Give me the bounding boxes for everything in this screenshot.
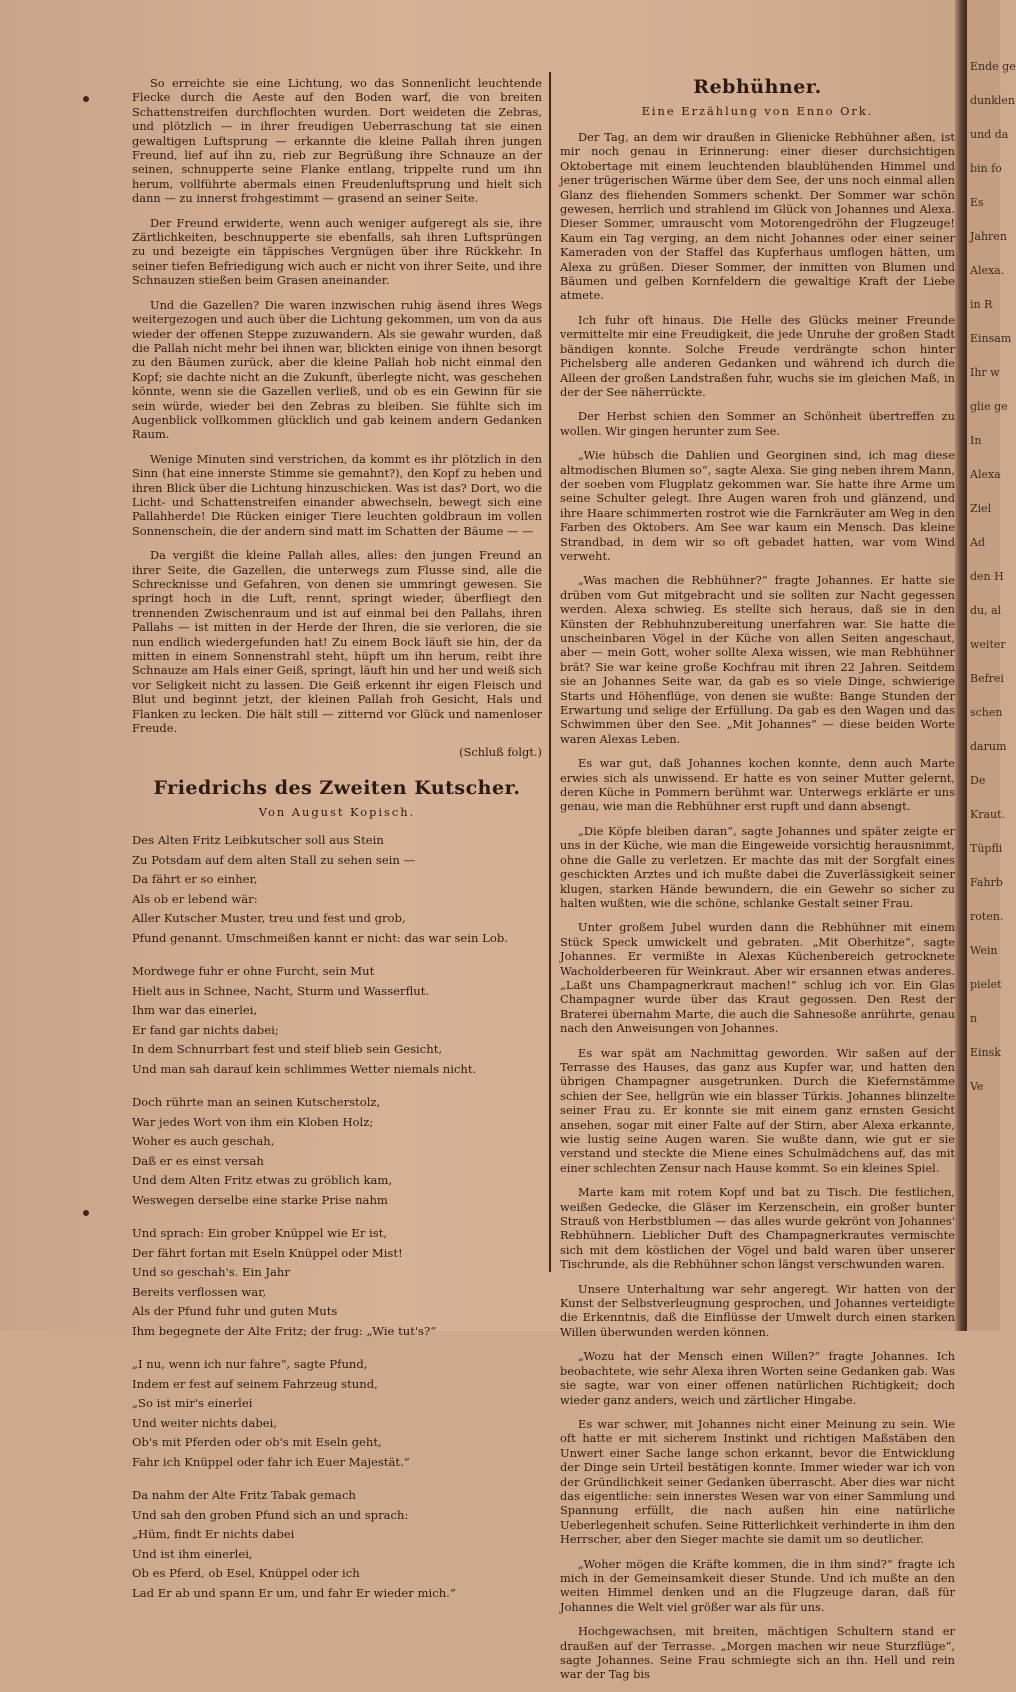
- poem-line: Da nahm der Alte Fritz Tabak gemach: [132, 1488, 356, 1503]
- paragraph: Da vergißt die kleine Pallah alles, alles: den jungen Freund an ihrer Seite, die Gazellen, die unterwegs zum Flusse sind, alle die Schrecknisse und Gefahren, von denen sie ummringt gewesen. Sie springt hoch in die Luft, rennt, springt wieder, überfliegt den trennenden Zwischenraum und ist auf einmal bei den Pallahs, ihren Pallahs — ist mitten in der Herde der Ihren, die sie verloren, die sie nun endlich wiedergefunden hat! Zu einem Bock läuft sie hin, der da mitten in einem Sonnenstrahl steht, hüpft um ihn herum, reibt ihre Schnauze am Hals einer Geiß, springt, läuft hin und her und weiß sich vor Seligkeit nicht zu lassen. Die Geiß erkennt ihr eigen Fleisch und Blut und beginnt jetzt, der kleinen Pallah froh Gesicht, Hals und Flanken zu lecken. Die hält still — zitternd vor Glück und namenloser Freude.: [132, 548, 542, 736]
- adjacent-page-fragment: Alexa: [970, 468, 1001, 481]
- poem-stanza: [132, 1224, 542, 1341]
- adjacent-page-fragment: Kraut.: [970, 808, 1006, 821]
- poem-line: „So ist mir's einerlei: [132, 1396, 253, 1411]
- story-title: Rebhühner.: [693, 76, 822, 98]
- paragraph: Ich fuhr oft hinaus. Die Helle des Glücks meiner Freunde vermittelte mir eine Freudigkeit, die jede Unruhe der großen Stadt bändigen konnte. Solche Freude verdrängte schon hinter Pichelsberg alle anderen Gedanken und während ich durch die Alleen der großen Landstraßen fuhr, wuchs sie im gleichen Maß, in der der See näherrückte.: [560, 312, 955, 399]
- paragraph: Und die Gazellen? Die waren inzwischen ruhig äsend ihres Wegs weitergezogen und auch über die Lichtung gekommen, um von da aus wieder der offenen Steppe zuzuwandern. Als sie gewahr wurden, daß die Pallah nicht mehr bei ihnen war, blickten einige von ihnen besorgt zu den Bäumen zurück, aber die kleine Pallah hob nicht einmal den Kopf; sie dachte nicht an die Zukunft, überlegte nicht, was geschehen könnte, wenn sie die Gazellen verließ, und ob es ein Gewinn für sie sein würde, wieder bei den Zebras zu bleiben. Sie fühlte sich im Augenblick vollkommen glücklich und gab keinem andern Gedanken Raum.: [132, 297, 542, 442]
- paragraph: „Die Köpfe bleiben daran“, sagte Johannes und später zeigte er uns in der Küche, wie man die Eingeweide vorsichtig herausnimmt, ohne die Galle zu verletzen. Er machte das mit der Sorgfalt eines geschickten Arztes und ich mußte dabei die Zuverlässigkeit seiner klugen, starken Hände bewundern, die ein Gewehr so sicher zu halten wußten, wie die schöne, schlanke Gestalt seiner Frau.: [560, 823, 955, 910]
- poem-line: „Hüm, findt Er nichts dabei: [132, 1527, 295, 1542]
- adjacent-page-fragment: bin fo: [970, 162, 1002, 175]
- story-body: [560, 130, 955, 1682]
- adjacent-page-fragment: Tüpfli: [970, 842, 1003, 855]
- binding-hole: [83, 1210, 89, 1216]
- poem-title: Friedrichs des Zweiten Kutscher.: [153, 777, 521, 800]
- poem-stanza: [132, 1093, 542, 1210]
- poem-line: Er fand gar nichts dabei;: [132, 1022, 279, 1037]
- binding-hole: [83, 96, 89, 102]
- paragraph: Marte kam mit rotem Kopf und bat zu Tisch. Die festlichen, weißen Gedecke, die Gläser im Kerzenschein, ein großer bunter Strauß von Herbstblumen — das alles wurde gekrönt von Johannes' Rebhühnern. Lieblicher Duft des Champagnerkrautes vermischte sich mit dem köstlichen der Vögel und bald waren über unserer Tischrunde, als die Rebhühner schon längst verschwunden waren.: [560, 1185, 955, 1272]
- paragraph: So erreichte sie eine Lichtung, wo das Sonnenlicht leuchtende Flecke durch die Aeste auf den Boden warf, die von breiten Schattenstreifen durchflochten wurden. Dort weideten die Zebras, und plötzlich — in ihrer freudigen Ueberraschung tat sie einen gewaltigen Luftsprung — erkannte die kleine Pallah ihren jungen Freund, lief auf ihn zu, rieb zur Begrüßung ihre Schnauze an der seinen, schnupperte seine Flanke entlang, trippelte rund um ihn herum, vollführte abermals einen Freudenluftsprung und hielt sich dann — zu innerst frohgestimmt — grasend an seiner Seite.: [132, 76, 542, 206]
- poem-line: Ob's mit Pferden oder ob's mit Eseln geht,: [132, 1435, 382, 1450]
- poem-line: „I nu, wenn ich nur fahre“, sagte Pfund,: [132, 1357, 368, 1372]
- poem-line: Da fährt er so einher,: [132, 872, 258, 887]
- paragraph: Der Freund erwiderte, wenn auch weniger aufgeregt als sie, ihre Zärtlichkeiten, beschnupperte sie ebenfalls, sah ihren Luftsprüngen zu und bezeigte ein täppisches Vergnügen über ihre Rückkehr. In seiner tiefen Befriedigung wich auch er nicht von ihrer Seite, und ihre Schnauzen stießen beim Grasen aneinander.: [132, 215, 542, 288]
- paragraph: Unsere Unterhaltung war sehr angeregt. Wir hatten von der Kunst der Selbstverleugnung gesprochen, und Johannes verteidigte die Erkenntnis, daß die Einflüsse der Umwelt durch einen starken Willen überwunden werden können.: [560, 1281, 955, 1339]
- poem-line: Weswegen derselbe eine starke Prise nahm: [132, 1192, 388, 1207]
- adjacent-page-fragment: Fahrb: [970, 876, 1003, 889]
- adjacent-page-fragment: du, al: [970, 604, 1002, 617]
- poem-line: Und weiter nichts dabei,: [132, 1415, 278, 1430]
- paragraph: Der Herbst schien den Sommer an Schönheit übertreffen zu wollen. Wir gingen herunter zum See.: [560, 409, 955, 438]
- poem-line: Zu Potsdam auf dem alten Stall zu sehen sein —: [132, 852, 416, 867]
- poem-line: War jedes Wort von ihm ein Kloben Holz;: [132, 1114, 374, 1129]
- poem-line: Fahr ich Knüppel oder fahr ich Euer Majestät.“: [132, 1454, 410, 1469]
- poem-line: Als der Pfund fuhr und guten Muts: [132, 1304, 338, 1319]
- poem-line: Ihm begegnete der Alte Fritz; der frug: „Wie tut's?“: [132, 1323, 437, 1338]
- adjacent-page-fragment: Alexa.: [970, 264, 1005, 277]
- column-rule: [549, 72, 551, 1272]
- poem-line: Der fährt fortan mit Eseln Knüppel oder Mist!: [132, 1245, 403, 1260]
- paragraph: Es war schwer, mit Johannes nicht einer Meinung zu sein. Wie oft hatte er mit sicherem Instinkt und richtigen Maßstäben den Unwert einer Sache lange schon erkannt, bevor die Entwicklung der Dinge sein Urteil bestätigen konnte. Immer wieder war ich von der Gründlichkeit seiner Gedanken überrascht. Aber dies war nicht das eigentliche: sein innerstes Wesen war von einer Sammlung und Spannung erfüllt, die nach außen hin eine natürliche Ueberlegenheit schufen. Seine Ritterlichkeit verhinderte in ihm den Herrscher, aber den Sieger machte sie damit um so deutlicher.: [560, 1416, 955, 1547]
- poem-line: Pfund genannt. Umschmeißen kannt er nicht: das war sein Lob.: [132, 930, 508, 945]
- adjacent-page-fragment: Ad: [970, 536, 985, 549]
- adjacent-page-fragment: Es: [970, 196, 984, 209]
- page-gutter: [955, 0, 967, 1331]
- poem-line: Und so geschah's. Ein Jahr: [132, 1265, 290, 1280]
- poem-line: Indem er fest auf seinem Fahrzeug stund,: [132, 1376, 378, 1391]
- paragraph: Unter großem Jubel wurden dann die Rebhühner mit einem Stück Speck umwickelt und gebraten. „Mit Oberhitze“, sagte Johannes. Er vermißte in Alexas Küchenbereich getrocknete Wacholderbeeren für Weinkraut. Aber wir ersannen etwas anderes. „Laßt uns Champagnerkraut machen!“ schlug ich vor. Ein Glas Champagner wurde über das Kraut gegossen. Den Rest der Braterei übernahm Marte, die auch die Sahnesoße anrührte, genau nach den Anweisungen von Johannes.: [560, 920, 955, 1036]
- adjacent-page-fragment: n: [970, 1012, 978, 1025]
- paragraph: „Wozu hat der Mensch einen Willen?“ fragte Johannes. Ich beobachtete, wie sehr Alexa ihren Worten seine Gedanken gab. Was sie sagte, war von einer offenen natürlichen Richtigkeit; doch wieder ganz anders, weich und zärtlicher Hingabe.: [560, 1349, 955, 1407]
- adjacent-page-fragment: darum: [970, 740, 1007, 753]
- paragraph: Es war gut, daß Johannes kochen konnte, denn auch Marte erwies sich als unwissend. Er hatte es von seiner Mutter gelernt, deren Küche in Pommern berühmt war. Unterwegs erklärte er uns genau, wie man die Rebhühner erst rupft und dann absengt.: [560, 756, 955, 814]
- adjacent-page-fragment: dunklen: [970, 94, 1015, 107]
- paragraph: „Woher mögen die Kräfte kommen, die in ihm sind?“ fragte ich mich in der Gemeinsamkeit dieser Stunde. Und ich mußte an den weiten Himmel denken und an die Flugzeuge daran, daß für Johannes die Welt viel größer war als für uns.: [560, 1556, 955, 1614]
- poem-line: In dem Schnurrbart fest und steif blieb sein Gesicht,: [132, 1042, 443, 1057]
- poem-stanza: [132, 1486, 542, 1603]
- left-column: [132, 76, 542, 1617]
- poem-body: [132, 831, 542, 1603]
- adjacent-page-fragment: pielet: [970, 978, 1002, 991]
- adjacent-page-fragment: weiter: [970, 638, 1006, 651]
- adjacent-page-fragment: Ihr w: [970, 366, 1000, 379]
- poem-line: Und sprach: Ein grober Knüppel wie Er ist,: [132, 1226, 388, 1241]
- adjacent-page-fragment: Ziel: [970, 502, 992, 515]
- poem-line: Als ob er lebend wär:: [132, 891, 258, 906]
- poem-line: Ihm war das einerlei,: [132, 1003, 258, 1018]
- paragraph: Wenige Minuten sind verstrichen, da kommt es ihr plötzlich in den Sinn (hat eine innerste Stimme sie gemahnt?), den Kopf zu heben und ihren Blick über die Lichtung hinzuschicken. Was ist das? Dort, wo die Licht- und Schattenstreifen einander abwechseln, bewegt sich eine Pallahherde! Die Rücken einiger Tiere leuchten goldbraun im vollen Sonnenschein, die der andern sind matt im Schatten der Bäume — —: [132, 451, 542, 538]
- poem-line: Aller Kutscher Muster, treu und fest und grob,: [132, 911, 406, 926]
- adjacent-page-fragment: glie ge: [970, 400, 1008, 413]
- poem-byline: Von August Kopisch.: [258, 805, 416, 820]
- poem-line: Mordwege fuhr er ohne Furcht, sein Mut: [132, 964, 375, 979]
- adjacent-page-fragment: und da: [970, 128, 1009, 141]
- poem-stanza: [132, 1355, 542, 1472]
- poem-line: Und ist ihm einerlei,: [132, 1546, 253, 1561]
- poem-line: Des Alten Fritz Leibkutscher soll aus Stein: [132, 833, 384, 848]
- poem-stanza: [132, 831, 542, 948]
- adjacent-page-fragment: schen: [970, 706, 1003, 719]
- adjacent-page-edge: [967, 0, 1016, 1331]
- story-continuation: [132, 76, 542, 735]
- poem-line: Woher es auch geschah,: [132, 1134, 275, 1149]
- poem-line: Und sah den groben Pfund sich an und sprach:: [132, 1507, 409, 1522]
- paragraph: Der Tag, an dem wir draußen in Glienicke Rebhühner aßen, ist mir noch genau in Erinnerung: einer dieser durchsichtigen Oktobertage mit einem leuchtenden blaublühenden Himmel und jener trügerischen Wärme über dem See, der uns noch einmal allen Glanz des fliehenden Sommers schenkt. Der Sommer war schön gewesen, herrlich und strahlend im Glück von Johannes und Alexa. Dieser Sommer, umrauscht vom Motorengedröhn der Flugzeuge! Kaum ein Tag verging, an dem nicht Johannes oder einer seiner Kameraden von der Staffel das Kupferhaus umflogen hätten, um Alexa zu grüßen. Dieser Sommer, der inmitten von Blumen und Bäumen und gelben Kornfeldern die gewaltige Kraft der Liebe atmete.: [560, 130, 955, 303]
- poem-line: Daß er es einst versah: [132, 1153, 264, 1168]
- adjacent-page-fragment: in R: [970, 298, 993, 311]
- adjacent-page-fragment: Einsk: [970, 1046, 1001, 1059]
- poem-line: Hielt aus in Schnee, Nacht, Sturm und Wasserflut.: [132, 983, 430, 998]
- poem-line: Ob es Pferd, ob Esel, Knüppel oder ich: [132, 1566, 360, 1581]
- adjacent-page-fragment: Befrei: [970, 672, 1004, 685]
- poem-stanza: [132, 962, 542, 1079]
- paragraph: „Wie hübsch die Dahlien und Georginen sind, ich mag diese altmodischen Blumen so“, sagte Alexa. Sie ging neben ihrem Mann, der soeben vom Flugplatz gekommen war. Sie hatte ihre Arme um seine Schulter gelegt. Ihre Augen waren froh und glänzend, und ihre Haare schimmerten rostrot wie die Farnkräuter am Weg in den Farben des Oktobers. Am See war kaum ein Mensch. Das kleine Strandbad, in dem wir so oft gebadet hatten, war vom Wind verweht.: [560, 448, 955, 563]
- right-column: [560, 76, 955, 1692]
- adjacent-page-fragment: In: [970, 434, 982, 447]
- poem-line: Und dem Alten Fritz etwas zu gröblich kam,: [132, 1173, 393, 1188]
- paragraph: „Was machen die Rebhühner?“ fragte Johannes. Er hatte sie drüben vom Gut mitgebracht und sie sollten zur Nacht gegessen werden. Alexa schwieg. Es stellte sich heraus, daß sie in den Künsten der Rebhuhnzubereitung unerfahren war. Sie hatte die unscheinbaren Vögel in der Küche von allen Seiten angeschaut, aber — mein Gott, woher sollte Alexa wissen, wie man Rebhühner brät? Sie war keine große Kochfrau mit ihren 22 Jahren. Seitdem sie an Johannes Seite war, da gab es so viele Dinge, schwierige Starts und Höhenflüge, von denen sie wußte: Bange Stunden der Erwartung und selige der Erfüllung. Da gab es den Wagen und das Schwimmen über den See. „Mit Johannes“ — diese beiden Worte waren Alexas Leben.: [560, 573, 955, 746]
- poem-line: Und man sah darauf kein schlimmes Wetter niemals nicht.: [132, 1061, 477, 1076]
- adjacent-page-fragment: Ende ge: [970, 60, 1016, 73]
- adjacent-page-fragment: Jahren: [970, 230, 1007, 243]
- adjacent-page-fragment: roten.: [970, 910, 1004, 923]
- adjacent-page-fragment: Einsam: [970, 332, 1012, 345]
- poem-line: Doch rührte man an seinen Kutscherstolz,: [132, 1095, 381, 1110]
- poem-line: Lad Er ab und spann Er um, und fahr Er wieder mich.“: [132, 1585, 456, 1600]
- adjacent-page-fragment: De: [970, 774, 986, 787]
- paragraph: Es war spät am Nachmittag geworden. Wir saßen auf der Terrasse des Hauses, das ganz aus Kupfer war, und hatten den übrigen Champagner ausgetrunken. Durch die Kiefernstämme schien der See, hellgrün wie ein blasser Türkis. Johannes blinzelte seiner Frau zu. Er konnte sie mit einem ganz ernsten Gesicht ansehen, sogar mit einer Falte auf der Stirn, aber Alexa erkannte, wie lustig seine Augen waren. Sie wußte dann, wie gut er sie verstand und steckte die Miene eines Schulmädchens auf, das mit einer schlechten Zensur nach Hause kommt. So ein kleines Spiel.: [560, 1045, 955, 1175]
- story-byline: Eine Erzählung von Enno Ork.: [641, 104, 874, 118]
- paragraph: Hochgewachsen, mit breiten, mächtigen Schultern stand er draußen auf der Terrasse. „Morgen machen wir neue Sturzflüge“, sagte Johannes. Seine Frau schmiegte sich an ihn. Hell und rein war der Tag bis: [560, 1624, 955, 1682]
- continuation-note: (Schluß folgt.): [459, 745, 542, 760]
- adjacent-page-fragment: den H: [970, 570, 1004, 583]
- adjacent-page-fragment: Wein: [970, 944, 998, 957]
- adjacent-page-fragment: Ve: [970, 1080, 984, 1093]
- poem-line: Bereits verflossen war,: [132, 1284, 267, 1299]
